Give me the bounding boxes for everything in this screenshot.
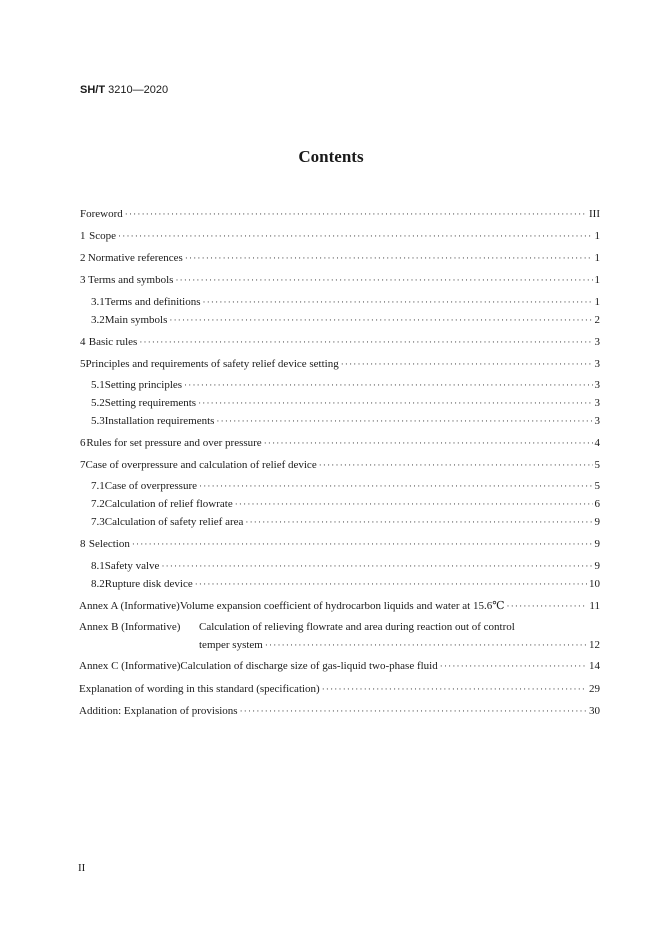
annex-name: Annex C (Informative) bbox=[79, 660, 181, 672]
dot-leader bbox=[203, 295, 593, 309]
toc-subentry[interactable] bbox=[91, 515, 600, 529]
annex-title: Volume expansion coefficient of hydrocarbon liquids and water at 15.6℃ bbox=[179, 600, 505, 612]
toc-entry-label: Setting principles bbox=[104, 379, 183, 391]
toc-entry-number: 3.1 bbox=[91, 296, 105, 308]
toc-entry-number: 7 bbox=[80, 459, 86, 471]
toc-entry-page: 6 bbox=[594, 498, 600, 510]
toc-entry-number: 3.2 bbox=[91, 314, 105, 326]
dot-leader bbox=[175, 273, 592, 287]
toc-entry-number: 5.3 bbox=[91, 415, 105, 427]
toc-subentry[interactable] bbox=[91, 378, 600, 392]
toc-entry[interactable] bbox=[80, 229, 600, 243]
toc-entry[interactable] bbox=[80, 357, 600, 371]
dot-leader bbox=[507, 599, 588, 613]
annex-name: Annex B (Informative) bbox=[79, 621, 181, 633]
toc-explanation-provisions[interactable] bbox=[79, 704, 600, 718]
toc-entry-label: Selection bbox=[88, 538, 130, 550]
toc-entry-page: 14 bbox=[589, 660, 600, 672]
toc-entry-number: 7.1 bbox=[91, 480, 105, 492]
toc-entry-number: 6 bbox=[80, 437, 86, 449]
toc-entry-label: Calculation of relief flowrate bbox=[104, 498, 233, 510]
dot-leader bbox=[216, 414, 592, 428]
toc-annex-b-cont[interactable] bbox=[199, 638, 600, 652]
standard-prefix: SH/T bbox=[80, 84, 106, 96]
dot-leader bbox=[265, 638, 587, 652]
toc-entry-number: 5 bbox=[80, 358, 86, 370]
dot-leader bbox=[184, 378, 592, 392]
dot-leader bbox=[240, 704, 587, 718]
toc-entry-label: Terms and definitions bbox=[104, 296, 201, 308]
toc-annex-a[interactable] bbox=[79, 599, 600, 613]
page-number: II bbox=[78, 862, 86, 874]
annex-name: Annex A (Informative) bbox=[79, 600, 180, 612]
toc-subentry[interactable] bbox=[91, 295, 600, 309]
toc-entry-label: Calculation of safety relief area bbox=[104, 516, 244, 528]
dot-leader bbox=[132, 537, 593, 551]
toc-entry-page: 12 bbox=[589, 639, 600, 651]
dot-leader bbox=[161, 559, 592, 573]
toc-entry-page: 10 bbox=[589, 578, 600, 590]
toc-entry-page: 3 bbox=[594, 379, 600, 391]
standard-code bbox=[80, 84, 168, 96]
toc-entry-label: Case of overpressure bbox=[104, 480, 197, 492]
toc-entry-page: 9 bbox=[594, 560, 600, 572]
toc-subentry[interactable] bbox=[91, 396, 600, 410]
dot-leader bbox=[125, 207, 587, 221]
toc-entry-page: III bbox=[589, 208, 600, 220]
dot-leader bbox=[235, 497, 593, 511]
toc-entry-page: 3 bbox=[594, 358, 600, 370]
toc-entry-number: 8.2 bbox=[91, 578, 105, 590]
dot-leader bbox=[195, 577, 587, 591]
toc-entry-number: 8 bbox=[80, 538, 86, 550]
toc-entry-label: Scope bbox=[89, 230, 117, 242]
toc-entry-number: 7.2 bbox=[91, 498, 105, 510]
annex-title-cont: temper system bbox=[199, 639, 263, 651]
dot-leader bbox=[139, 335, 592, 349]
annex-title: Calculation of relieving flowrate and area during reaction out of control bbox=[199, 621, 515, 633]
toc-subentry[interactable] bbox=[91, 479, 600, 493]
dot-leader bbox=[341, 357, 593, 371]
dot-leader bbox=[440, 659, 587, 673]
toc-entry-number: 5.1 bbox=[91, 379, 105, 391]
dot-leader bbox=[319, 458, 593, 472]
toc-subentry[interactable] bbox=[91, 414, 600, 428]
toc-entry-label: Normative references bbox=[87, 252, 183, 264]
toc-entry-label: Basic rules bbox=[88, 336, 138, 348]
toc-entry-page: 5 bbox=[594, 459, 600, 471]
dot-leader bbox=[199, 479, 593, 493]
dot-leader bbox=[264, 436, 593, 450]
dot-leader bbox=[322, 682, 587, 696]
toc-entry-label: Case of overpressure and calculation of relief device bbox=[85, 459, 317, 471]
toc-annex-b[interactable] bbox=[79, 620, 515, 634]
toc-entry-page: 3 bbox=[594, 397, 600, 409]
dot-leader bbox=[169, 313, 592, 327]
toc-entry-label: Rupture disk device bbox=[104, 578, 193, 590]
toc-explanation-wording[interactable] bbox=[79, 682, 600, 696]
toc-entry-number: 7.3 bbox=[91, 516, 105, 528]
toc-entry-page: 11 bbox=[589, 600, 600, 612]
toc-annex-c[interactable] bbox=[79, 659, 600, 673]
dot-leader bbox=[198, 396, 592, 410]
toc-entry-label: Main symbols bbox=[104, 314, 168, 326]
toc-subentry[interactable] bbox=[91, 313, 600, 327]
toc-entry-page: 3 bbox=[594, 415, 600, 427]
toc-entry-page: 1 bbox=[594, 230, 600, 242]
toc-entry-page: 29 bbox=[589, 683, 600, 695]
toc-entry-number: 2 bbox=[80, 252, 86, 264]
standard-number: 3210—2020 bbox=[108, 84, 169, 96]
toc-entry[interactable] bbox=[80, 251, 600, 265]
toc-entry[interactable] bbox=[80, 458, 600, 472]
page-title: Contents bbox=[298, 147, 364, 166]
toc-entry[interactable] bbox=[80, 537, 600, 551]
dot-leader bbox=[185, 251, 593, 265]
toc-entry-page: 5 bbox=[594, 480, 600, 492]
toc-entry-number: 8.1 bbox=[91, 560, 105, 572]
toc-entry-number: 3 bbox=[80, 274, 86, 286]
toc-entry-label: Addition: Explanation of provisions bbox=[79, 705, 238, 717]
toc-subentry[interactable] bbox=[91, 577, 600, 591]
toc-entry-number: 4 bbox=[80, 336, 86, 348]
dot-leader bbox=[245, 515, 592, 529]
toc-entry-label: Explanation of wording in this standard (specification) bbox=[79, 683, 320, 695]
toc-entry-label: Foreword bbox=[80, 208, 123, 220]
toc-entry-page: 1 bbox=[594, 274, 600, 286]
toc-entry-page: 30 bbox=[589, 705, 600, 717]
toc-entry-label: Rules for set pressure and over pressure bbox=[86, 437, 262, 449]
toc-entry-page: 9 bbox=[594, 516, 600, 528]
annex-title: Calculation of discharge size of gas-liquid two-phase fluid bbox=[180, 660, 438, 672]
toc-subentry[interactable] bbox=[91, 559, 600, 573]
toc-entry-label: Installation requirements bbox=[104, 415, 215, 427]
toc-entry-label: Setting requirements bbox=[104, 397, 197, 409]
toc-entry-page: 1 bbox=[594, 252, 600, 264]
dot-leader bbox=[118, 229, 592, 243]
toc-entry[interactable] bbox=[80, 273, 600, 287]
toc-entry[interactable] bbox=[80, 335, 600, 349]
toc-entry-page: 1 bbox=[594, 296, 600, 308]
toc-entry-label: Principles and requirements of safety relief device setting bbox=[85, 358, 339, 370]
toc-entry-number: 5.2 bbox=[91, 397, 105, 409]
toc-entry-number: 1 bbox=[80, 230, 86, 242]
toc-entry-page: 9 bbox=[594, 538, 600, 550]
toc-entry-page: 3 bbox=[594, 336, 600, 348]
toc-entry-page: 2 bbox=[594, 314, 600, 326]
toc-entry-page: 4 bbox=[594, 437, 600, 449]
toc-entry-foreword[interactable] bbox=[80, 207, 600, 221]
toc-subentry[interactable] bbox=[91, 497, 600, 511]
toc-entry[interactable] bbox=[80, 436, 600, 450]
toc-entry-label: Safety valve bbox=[104, 560, 160, 572]
toc-entry-label: Terms and symbols bbox=[88, 274, 174, 286]
